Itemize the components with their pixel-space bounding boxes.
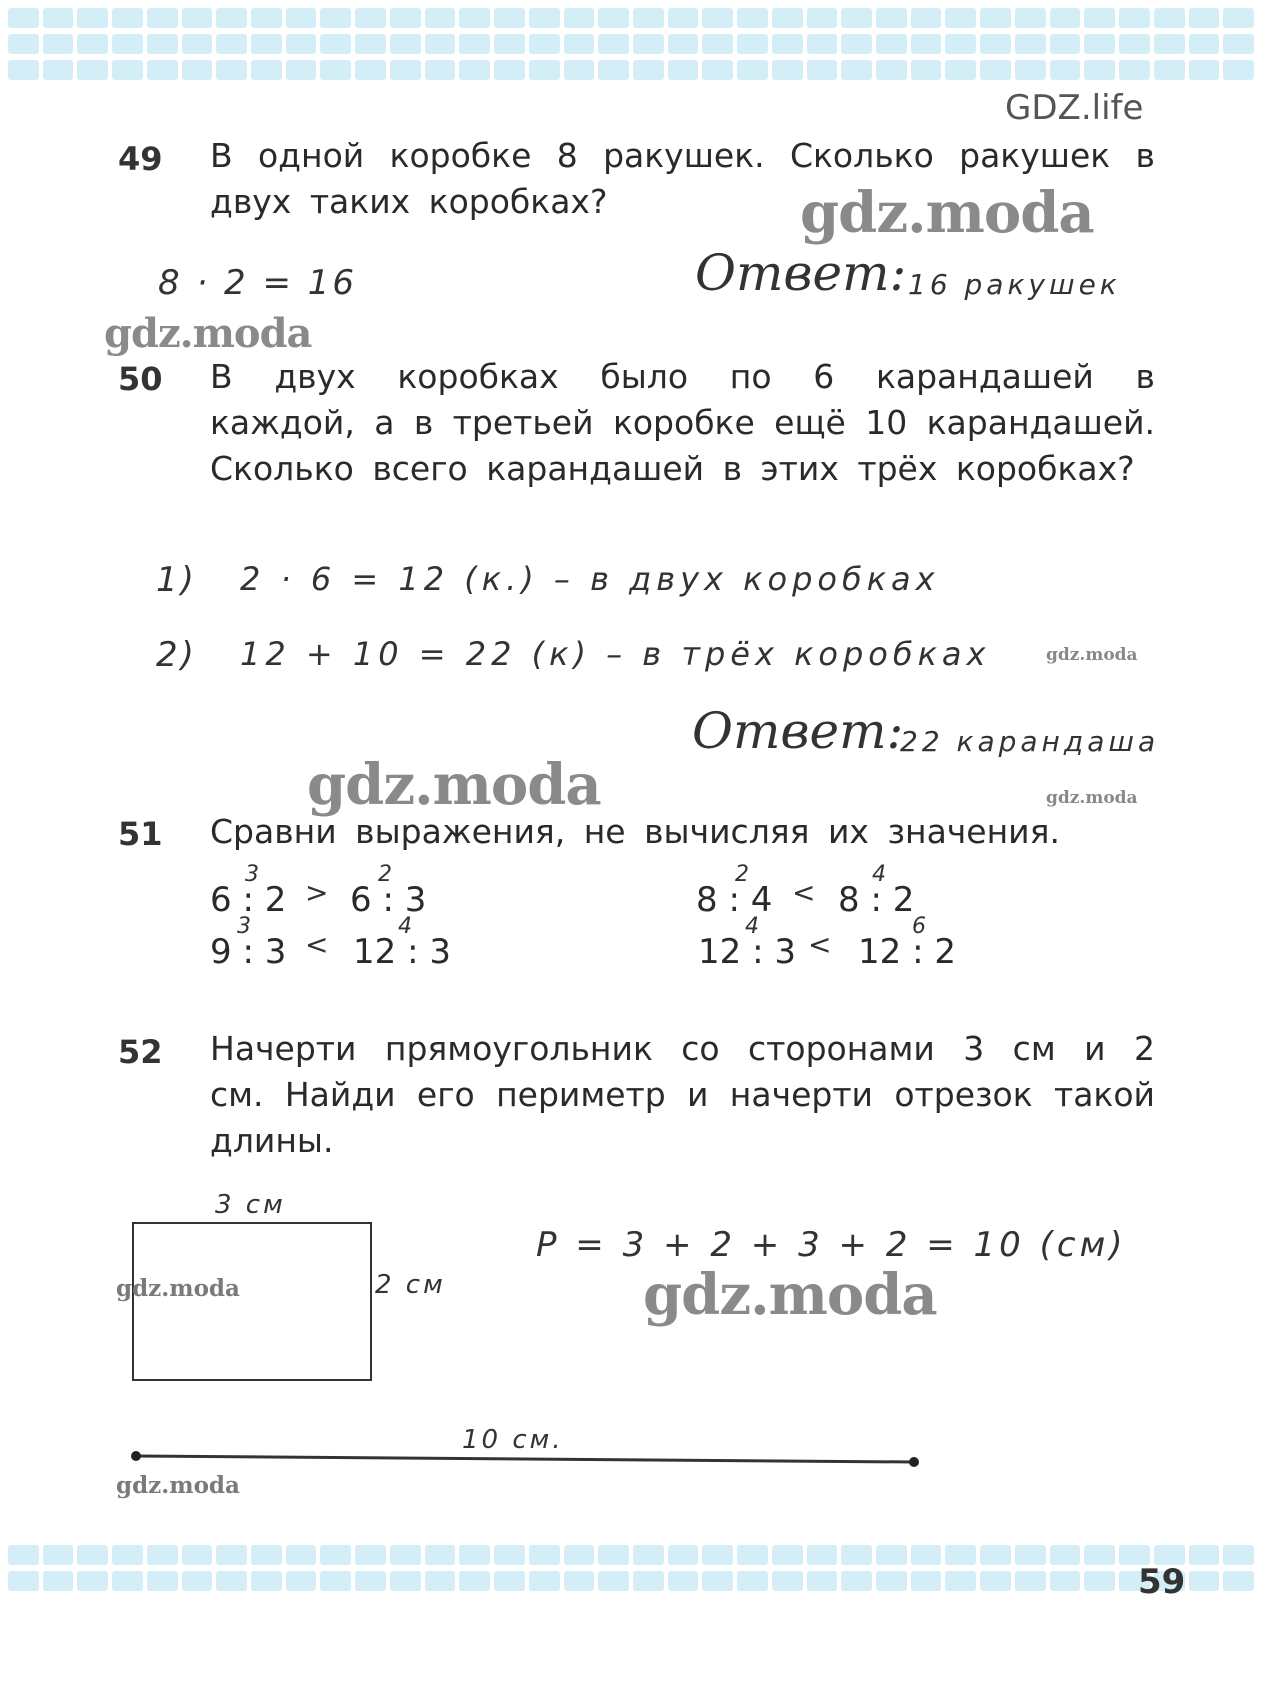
watermark: gdz.moda xyxy=(307,752,601,818)
segment-label: 10 см. xyxy=(462,1425,564,1455)
task-50-step-1: 2 · 6 = 12 (к.) – в двух коробках xyxy=(240,560,940,598)
comparison-1-right-note: 2 xyxy=(378,862,392,887)
site-label: GDZ.life xyxy=(1005,88,1144,128)
comparison-1-sign: > xyxy=(305,876,332,909)
top-decor-band-3 xyxy=(0,60,1262,80)
segment-10cm xyxy=(126,1448,926,1470)
watermark: gdz.moda xyxy=(116,1472,240,1499)
page-number: 59 xyxy=(1138,1562,1186,1602)
rect-top-label: 3 см xyxy=(215,1190,286,1220)
comparison-4-sign: < xyxy=(808,928,835,961)
comparison-2-left: 8 : 4 xyxy=(696,880,773,920)
task-49-answer: 16 ракушек xyxy=(908,268,1121,301)
task-51-number: 51 xyxy=(118,815,163,853)
watermark: gdz.moda xyxy=(104,310,312,357)
task-52-text: Начерти прямоугольник со сторонами 3 см и 2 см. Найди его периметр и начерти отрезок такой длины. xyxy=(210,1029,1155,1160)
comparison-1-left: 6 : 2 xyxy=(210,880,287,920)
task-50-answer-label: Ответ: xyxy=(692,702,904,760)
comparison-4-right: 12 : 2 xyxy=(858,932,956,972)
task-49-number: 49 xyxy=(118,140,163,178)
comparison-4-left-note: 4 xyxy=(745,914,759,939)
bottom-decor-band xyxy=(0,1545,1262,1565)
comparison-3-left: 9 : 3 xyxy=(210,932,287,972)
watermark: gdz.moda xyxy=(116,1275,240,1302)
top-decor-band xyxy=(0,8,1262,28)
comparison-2-sign: < xyxy=(792,876,819,909)
task-52-number: 52 xyxy=(118,1033,163,1071)
task-50-text: В двух коробках было по 6 карандашей в каждой, а в третьей коробке ещё 10 карандашей. Сколько всего карандашей в этих трёх коробках? xyxy=(210,357,1155,488)
perimeter-expression: P = 3 + 2 + 3 + 2 = 10 (см) xyxy=(536,1225,1127,1265)
rect-side-label: 2 см xyxy=(375,1270,446,1300)
comparison-1-right: 6 : 3 xyxy=(350,880,427,920)
bottom-decor-band-2 xyxy=(0,1571,1262,1591)
comparison-3-right: 12 : 3 xyxy=(353,932,451,972)
watermark: gdz.moda xyxy=(643,1262,937,1328)
task-50-number: 50 xyxy=(118,360,163,398)
watermark: gdz.moda xyxy=(1046,788,1138,808)
segment-line xyxy=(136,1456,914,1462)
segment-end-point xyxy=(909,1457,919,1467)
watermark: gdz.moda xyxy=(1046,645,1138,665)
task-50-step-2-marker: 2) xyxy=(156,635,197,675)
comparison-4-left: 12 : 3 xyxy=(698,932,796,972)
comparison-1-left-note: 3 xyxy=(245,862,259,887)
comparison-2-right-note: 4 xyxy=(872,862,886,887)
comparison-2-left-note: 2 xyxy=(735,862,749,887)
comparison-2-right: 8 : 2 xyxy=(838,880,915,920)
task-49-answer-label: Ответ: xyxy=(695,244,907,302)
task-50-step-1-marker: 1) xyxy=(156,560,197,600)
task-51-text: Сравни выражения, не вычисляя их значения. xyxy=(210,812,1060,851)
comparison-3-right-note: 4 xyxy=(398,914,412,939)
watermark: gdz.moda xyxy=(800,180,1094,246)
task-50-step-2: 12 + 10 = 22 (к) – в трёх коробках xyxy=(240,635,991,673)
comparison-3-sign: < xyxy=(305,928,332,961)
comparison-3-left-note: 3 xyxy=(237,914,251,939)
top-decor-band-2 xyxy=(0,34,1262,54)
segment-start-point xyxy=(131,1451,141,1461)
task-49-text: В одной коробке 8 ракушек. Сколько ракушек в двух таких коробках? xyxy=(210,136,1155,221)
task-49-solution: 8 · 2 = 16 xyxy=(158,263,358,303)
task-50-answer: 22 карандаша xyxy=(900,725,1160,758)
comparison-4-right-note: 6 xyxy=(912,914,926,939)
